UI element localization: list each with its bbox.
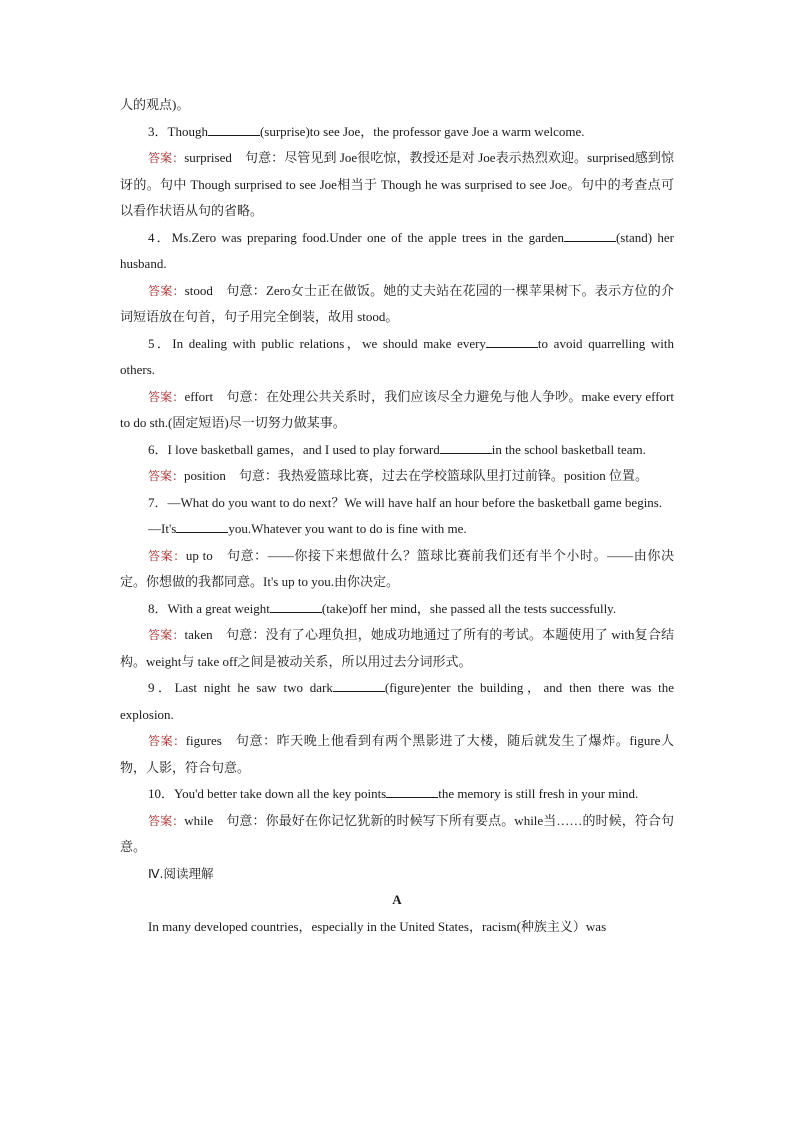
answer-blank [386,785,438,798]
answer-blank [564,229,616,242]
answer-label: 答案： [148,283,185,298]
question-7: 7．—What do you want to do next？We will have half an hour before the basketball game begins. [148,494,663,510]
question-8: 8．With a great weight (take)off her mind，she passed all the tests successfully. [148,600,617,616]
answer-6: 答案：position 句意：我热爱篮球比赛，过去在学校篮球队里打过前锋。position 位置。 [148,468,649,483]
answer-label: 答案： [148,151,185,165]
intro-tail: 人的观点)。 [120,97,190,112]
passage-label: A [392,892,402,907]
question-10: 10．You'd better take down all the key points the memory is still fresh in your mind. [148,786,639,801]
answer-label: 答案： [148,389,185,404]
question-3: 3．Though (surprise)to see Joe，the professor gave Joe a warm welcome. [148,123,585,139]
answer-4: 答案：stood 句意：Zero女士正在做饭。她的丈夫站在花园的一棵苹果树下。表示方位的介词短语放在句首，句子用完全倒装，故用 stood。 [120,282,674,324]
section-title: Ⅳ.阅读理解 [148,865,214,881]
answer-blank [176,520,228,533]
answer-10: 答案：while 句意：你最好在你记忆犹新的时候写下所有要点。while当……的时候，符合句意。 [120,812,674,854]
answer-blank [486,335,538,348]
answer-blank [208,123,260,136]
page-content [120,92,674,940]
question-6: 6．I love basketball games，and I used to play forward in the school basketball team. [148,441,646,457]
answer-9: 答案：figures 句意：昨天晚上他看到有两个黑影进了大楼，随后就发生了爆炸。figure人物，人影，符合句意。 [120,733,674,775]
question-4: 4．Ms.Zero was preparing food.Under one of the apple trees in the garden (stand) her husband. [120,229,674,271]
passage-text: In many developed countries，especially in the United States，racism(种族主义）was [148,918,607,934]
answer-8: 答案：taken 句意：没有了心理负担，她成功地通过了所有的考试。本题使用了 with复合结构。weight与 take off之间是被动关系，所以用过去分词形式。 [120,627,674,669]
answer-7: 答案：up to 句意：——你接下来想做什么？篮球比赛前我们还有半个小时。——由你决定。你想做的我都同意。It's up to you.由你决定。 [120,547,674,589]
question-9: 9．Last night he saw two dark (figure)enter the building，and then there was the explosion. [120,680,674,722]
answer-label: 答案： [148,548,186,563]
question-7-reply: —It's you.Whatever you want to do is fine with me. [148,521,467,536]
answer-blank [440,441,492,454]
question-5: 5．In dealing with public relations，we should make every to avoid quarrelling with others. [120,335,674,377]
answer-label: 答案： [148,628,185,642]
answer-label: 答案： [148,734,186,748]
answer-label: 答案： [148,469,185,483]
answer-5: 答案：effort 句意：在处理公共关系时，我们应该尽全力避免与他人争吵。make every effort to do sth.(固定短语)尽一切努力做某事。 [120,388,674,430]
answer-label: 答案： [148,813,185,828]
answer-blank [333,679,385,692]
answer-3: 答案：surprised 句意：尽管见到 Joe很吃惊，教授还是对 Joe表示热烈欢迎。surprised感到惊讶的。句中 Though surprised to see Joe相当于 Though he was surprised to see Joe。句中的考查点可以看作状语从句的省略。 [120,150,674,218]
answer-blank [270,600,322,613]
